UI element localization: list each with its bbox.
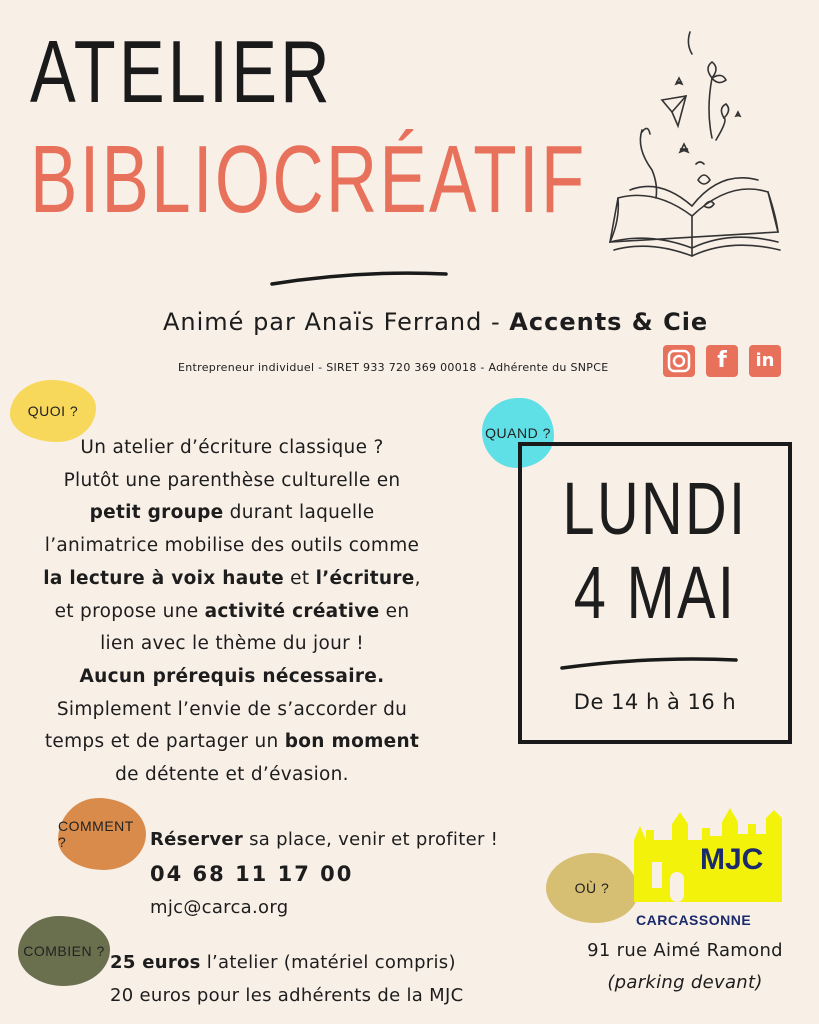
venue-parking: (parking devant) — [607, 972, 763, 993]
event-date: 4 MAI — [573, 551, 737, 634]
price-line — [110, 952, 456, 973]
desc-bold: la lecture à voix haute — [43, 567, 284, 589]
title-underline — [270, 268, 450, 288]
desc-line — [22, 497, 442, 530]
host-company: Accents & Cie — [509, 308, 709, 336]
facebook-icon[interactable]: f — [706, 345, 738, 377]
comment-label: COMMENT ? — [58, 798, 146, 870]
quand-label: QUAND ? — [482, 398, 554, 468]
booking-bold: Réserver — [150, 829, 244, 850]
booking-rest: sa place, venir et profiter ! — [243, 829, 499, 850]
desc-line — [22, 661, 442, 694]
desc-line: lien avec le thème du jour ! — [100, 633, 364, 655]
desc-text: durant laquelle — [223, 502, 375, 524]
desc-text: et propose une — [54, 600, 205, 622]
date-underline — [560, 654, 740, 672]
desc-bold: Aucun prérequis nécessaire. — [79, 665, 385, 687]
mjc-logo-text: MJC — [700, 843, 764, 876]
desc-text: en — [379, 600, 410, 622]
price-rest: l’atelier (matériel compris) — [200, 952, 456, 973]
desc-text: temps et de partager un — [44, 731, 285, 753]
event-day: LUNDI — [562, 467, 748, 550]
booking-line — [150, 829, 498, 850]
ou-label: OÙ ? — [546, 853, 638, 923]
desc-bold: activité créative — [204, 600, 380, 622]
title-line-1: ATELIER — [30, 22, 333, 121]
desc-line: Un atelier d’écriture classique ? — [80, 437, 384, 458]
combien-label: COMBIEN ? — [18, 916, 110, 986]
title-line-2: BIBLIOCRÉATIF — [30, 126, 587, 233]
linkedin-icon[interactable]: in — [749, 345, 781, 377]
phone-number[interactable]: 04 68 11 17 00 — [150, 862, 354, 886]
desc-line — [22, 596, 442, 629]
desc-line — [22, 563, 442, 596]
desc-bold: bon moment — [284, 731, 420, 753]
mjc-logo-subtext: CARCASSONNE — [636, 912, 752, 928]
venue-address: 91 rue Aimé Ramond — [587, 940, 783, 961]
instagram-glyph — [663, 345, 695, 377]
desc-line: l’animatrice mobilise des outils comme — [44, 535, 420, 557]
email-address[interactable]: mjc@carca.org — [150, 897, 289, 918]
instagram-icon[interactable] — [663, 345, 695, 377]
desc-line: de détente et d’évasion. — [115, 764, 349, 786]
open-book-illustration — [600, 20, 790, 265]
legal-info: Entrepreneur individuel - SIRET 933 720 369 00018 - Adhérente du SNPCE — [178, 361, 609, 374]
host-prefix: Animé par Anaïs Ferrand - — [163, 308, 510, 336]
desc-bold: l’écriture — [315, 567, 415, 589]
quoi-label: QUOI ? — [10, 380, 96, 442]
desc-line — [22, 726, 442, 759]
desc-line: Simplement l’envie de s’accorder du — [56, 698, 408, 720]
price-members: 20 euros pour les adhérents de la MJC — [110, 985, 464, 1006]
desc-text: et — [283, 567, 316, 589]
event-hours: De 14 h à 16 h — [573, 690, 737, 714]
desc-line: Plutôt une parenthèse culturelle en — [63, 469, 401, 491]
price-bold: 25 euros — [110, 952, 201, 973]
description — [22, 432, 442, 792]
desc-bold: petit groupe — [89, 502, 224, 524]
host-line — [163, 308, 708, 336]
desc-text: , — [414, 567, 421, 589]
